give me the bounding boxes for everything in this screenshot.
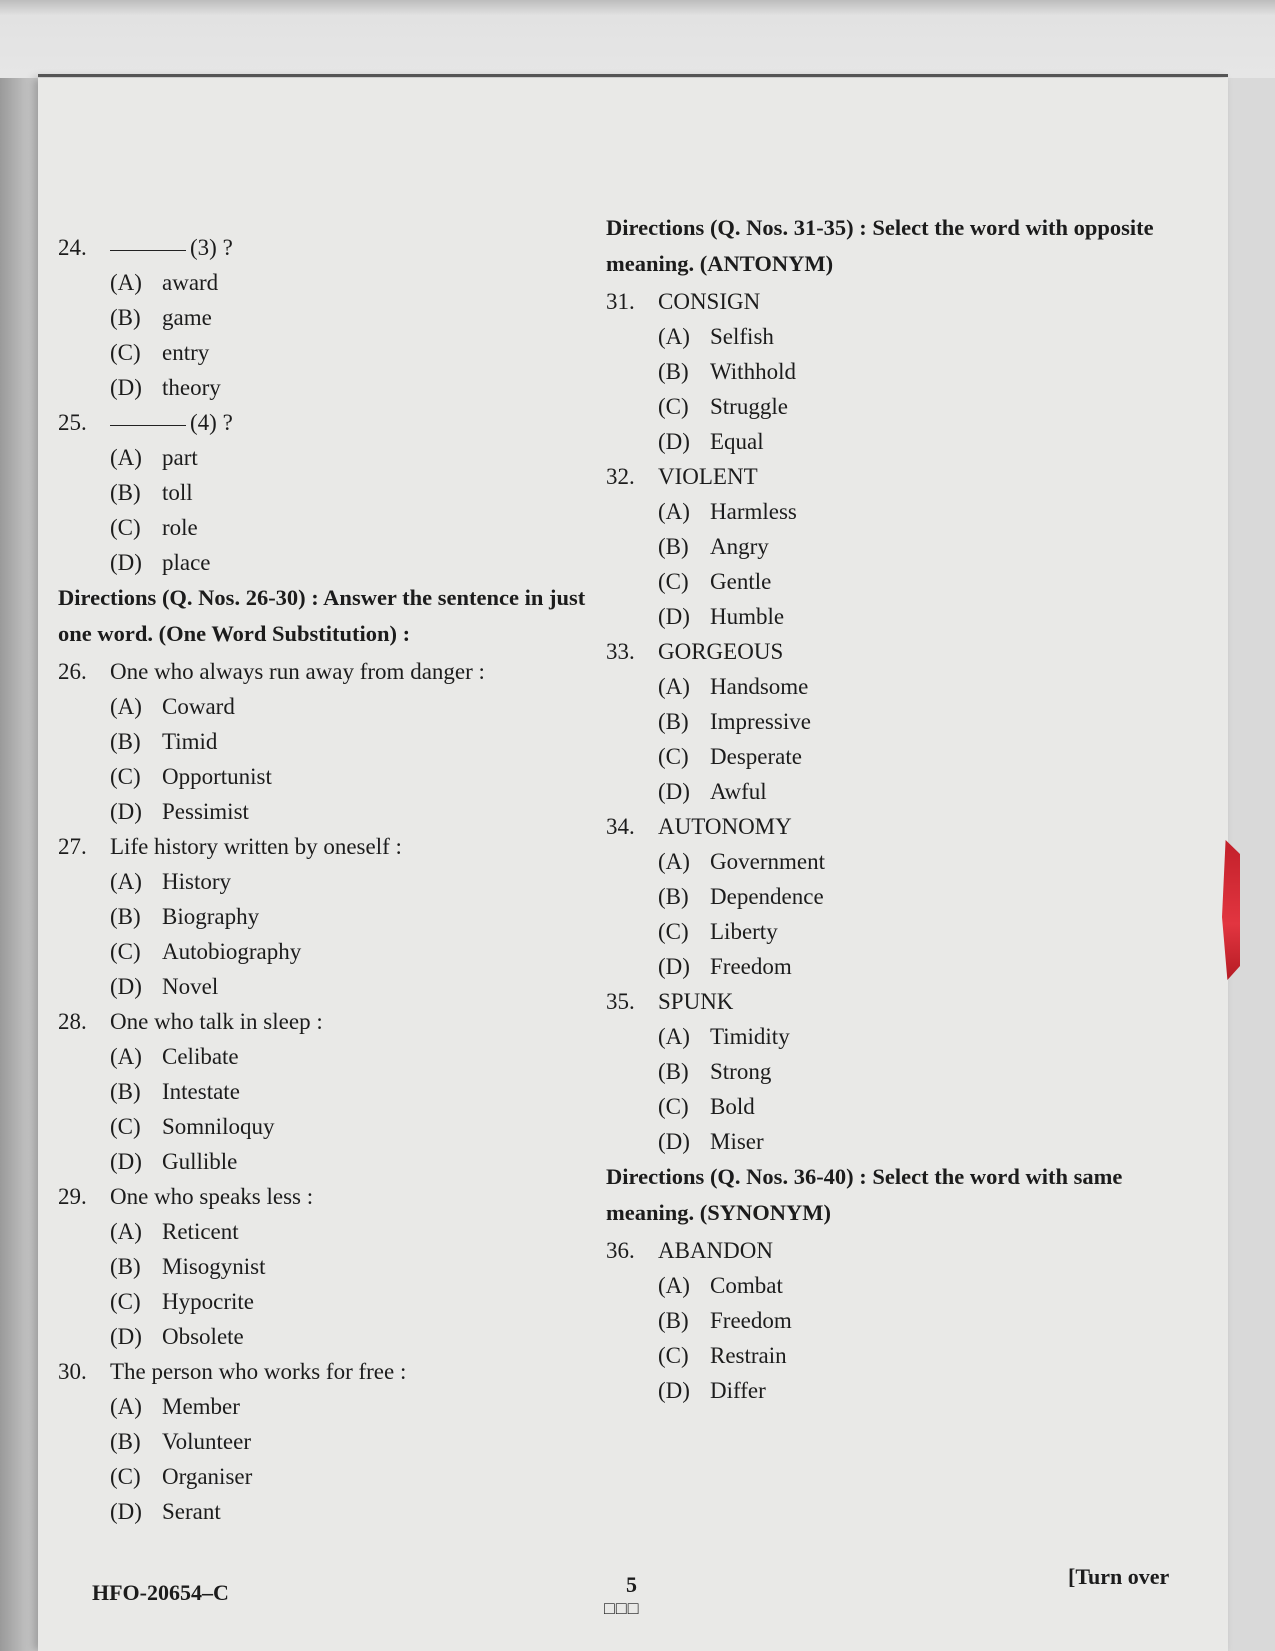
option-text: Awful <box>710 779 767 804</box>
option-text: Equal <box>710 429 764 454</box>
answer-option <box>606 1054 1186 1089</box>
option-text: Dependence <box>710 884 824 909</box>
question-text: One who speaks less : <box>110 1184 314 1209</box>
option-text: Freedom <box>710 1308 792 1333</box>
answer-option <box>58 300 598 335</box>
question <box>606 1233 1186 1268</box>
option-letter: (D) <box>658 954 690 979</box>
option-text: place <box>162 550 211 575</box>
option-text: Serant <box>162 1499 221 1524</box>
option-letter: (D) <box>110 799 142 824</box>
option-text: Liberty <box>710 919 778 944</box>
option-letter: (B) <box>110 480 141 505</box>
question <box>58 405 598 440</box>
turn-over-note: [Turn over <box>1068 1564 1170 1589</box>
option-text: award <box>162 270 219 295</box>
option-letter: (C) <box>658 919 689 944</box>
question <box>58 829 598 864</box>
answer-option <box>58 1249 598 1284</box>
answer-option <box>606 879 1186 914</box>
option-text: entry <box>162 340 210 365</box>
answer-blank <box>110 230 186 251</box>
question-number: 24. <box>58 235 87 260</box>
scan-top-margin <box>0 0 1275 78</box>
option-text: Intestate <box>162 1079 240 1104</box>
option-letter: (B) <box>658 359 689 384</box>
answer-option <box>606 354 1186 389</box>
option-text: Impressive <box>710 709 811 734</box>
answer-option <box>606 1268 1186 1303</box>
option-letter: (B) <box>110 305 141 330</box>
option-letter: (C) <box>110 340 141 365</box>
question-number: 33. <box>606 639 635 664</box>
option-text: theory <box>162 375 221 400</box>
option-text: Harmless <box>710 499 797 524</box>
option-text: Misogynist <box>162 1254 266 1279</box>
answer-option <box>58 689 598 724</box>
answer-option <box>58 370 598 405</box>
answer-option <box>606 774 1186 809</box>
option-letter: (A) <box>110 270 142 295</box>
answer-option <box>606 424 1186 459</box>
answer-option <box>606 914 1186 949</box>
option-letter: (A) <box>110 445 142 470</box>
question-number: 34. <box>606 814 635 839</box>
answer-option <box>58 1319 598 1354</box>
question-text: VIOLENT <box>658 464 758 489</box>
option-letter: (D) <box>110 375 142 400</box>
question-number: 36. <box>606 1238 635 1263</box>
answer-option <box>58 1039 598 1074</box>
option-text: Member <box>162 1394 240 1419</box>
question-number: 32. <box>606 464 635 489</box>
option-text: toll <box>162 480 193 505</box>
answer-option <box>606 1124 1186 1159</box>
question <box>58 654 598 689</box>
directions-text: Directions (Q. Nos. 36-40) : Select the word with same meaning. (SYNONYM) <box>606 1164 1123 1225</box>
answer-option <box>58 475 598 510</box>
option-letter: (A) <box>658 1273 690 1298</box>
option-text: Struggle <box>710 394 788 419</box>
question <box>58 1004 598 1039</box>
answer-option <box>58 545 598 580</box>
answer-option <box>606 319 1186 354</box>
option-text: Timid <box>162 729 218 754</box>
option-letter: (A) <box>658 499 690 524</box>
answer-option <box>58 510 598 545</box>
option-text: Obsolete <box>162 1324 244 1349</box>
question-number: 28. <box>58 1009 87 1034</box>
option-letter: (B) <box>658 709 689 734</box>
answer-option <box>606 704 1186 739</box>
option-letter: (A) <box>110 1394 142 1419</box>
option-text: Strong <box>710 1059 772 1084</box>
option-letter: (C) <box>110 764 141 789</box>
option-letter: (C) <box>110 939 141 964</box>
option-letter: (A) <box>658 674 690 699</box>
question-number: 26. <box>58 659 87 684</box>
answer-option <box>58 794 598 829</box>
answer-blank <box>110 405 186 426</box>
directions-text: Directions (Q. Nos. 26-30) : Answer the sentence in just one word. (One Word Substitution) : <box>58 585 586 646</box>
question-number: 25. <box>58 410 87 435</box>
option-text: Opportunist <box>162 764 272 789</box>
answer-option <box>606 494 1186 529</box>
option-text: part <box>162 445 198 470</box>
option-text: Somniloquy <box>162 1114 275 1139</box>
option-letter: (D) <box>658 604 690 629</box>
answer-option <box>58 1459 598 1494</box>
option-letter: (B) <box>110 904 141 929</box>
option-text: Combat <box>710 1273 783 1298</box>
option-text: Freedom <box>710 954 792 979</box>
page-mark: □□□ <box>604 1598 640 1618</box>
page-number: 5 <box>626 1572 637 1597</box>
option-text: History <box>162 869 231 894</box>
option-letter: (C) <box>110 1289 141 1314</box>
option-text: Biography <box>162 904 260 929</box>
option-text: Withhold <box>710 359 796 384</box>
left-column <box>58 230 598 1529</box>
option-text: Differ <box>710 1378 766 1403</box>
option-text: Timidity <box>710 1024 790 1049</box>
question <box>606 284 1186 319</box>
option-text: role <box>162 515 198 540</box>
option-letter: (B) <box>110 1254 141 1279</box>
option-text: Gentle <box>710 569 772 594</box>
answer-option <box>606 1019 1186 1054</box>
question-text: ABANDON <box>658 1238 773 1263</box>
option-letter: (B) <box>110 1429 141 1454</box>
option-letter: (B) <box>110 1079 141 1104</box>
answer-option <box>606 1089 1186 1124</box>
answer-option <box>606 529 1186 564</box>
option-letter: (C) <box>658 1094 689 1119</box>
option-letter: (A) <box>658 324 690 349</box>
option-text: Autobiography <box>162 939 302 964</box>
question-number: 27. <box>58 834 87 859</box>
option-text: Pessimist <box>162 799 249 824</box>
option-text: Selfish <box>710 324 774 349</box>
option-text: Celibate <box>162 1044 239 1069</box>
answer-option <box>606 1303 1186 1338</box>
option-letter: (B) <box>658 1308 689 1333</box>
option-text: Organiser <box>162 1464 253 1489</box>
option-text: Handsome <box>710 674 809 699</box>
question-text: AUTONOMY <box>658 814 792 839</box>
answer-option <box>58 1144 598 1179</box>
question-text: The person who works for free : <box>110 1359 407 1384</box>
option-text: game <box>162 305 212 330</box>
option-letter: (B) <box>110 729 141 754</box>
answer-option <box>58 1494 598 1529</box>
answer-option <box>606 1373 1186 1408</box>
option-text: Desperate <box>710 744 802 769</box>
option-letter: (D) <box>110 1499 142 1524</box>
answer-option <box>58 1074 598 1109</box>
option-letter: (D) <box>658 429 690 454</box>
question-text: SPUNK <box>658 989 734 1014</box>
answer-option <box>606 844 1186 879</box>
question <box>606 459 1186 494</box>
answer-option <box>606 949 1186 984</box>
answer-option <box>606 599 1186 634</box>
question-number: 31. <box>606 289 635 314</box>
answer-option <box>58 724 598 759</box>
answer-option <box>58 1214 598 1249</box>
option-letter: (B) <box>658 534 689 559</box>
option-letter: (C) <box>658 744 689 769</box>
answer-option <box>58 899 598 934</box>
question-number: 35. <box>606 989 635 1014</box>
question <box>58 1179 598 1214</box>
option-text: Coward <box>162 694 235 719</box>
option-letter: (D) <box>110 1149 142 1174</box>
option-letter: (D) <box>110 974 142 999</box>
question <box>58 230 598 265</box>
answer-option <box>58 1389 598 1424</box>
scan-edge-shadow <box>0 0 38 1651</box>
answer-option <box>58 969 598 1004</box>
question-text: GORGEOUS <box>658 639 784 664</box>
option-text: Restrain <box>710 1343 787 1368</box>
option-letter: (C) <box>658 569 689 594</box>
answer-option <box>606 389 1186 424</box>
option-letter: (C) <box>110 1464 141 1489</box>
option-letter: (A) <box>110 1219 142 1244</box>
option-letter: (A) <box>110 694 142 719</box>
directions-text: Directions (Q. Nos. 31-35) : Select the word with opposite meaning. (ANTONYM) <box>606 215 1154 276</box>
option-letter: (A) <box>658 1024 690 1049</box>
question-text: (3) ? <box>190 235 233 260</box>
answer-option <box>606 669 1186 704</box>
answer-option <box>58 1109 598 1144</box>
option-letter: (D) <box>110 550 142 575</box>
option-text: Volunteer <box>162 1429 252 1454</box>
option-letter: (C) <box>658 1343 689 1368</box>
option-text: Humble <box>710 604 785 629</box>
option-letter: (A) <box>110 869 142 894</box>
question-text: One who talk in sleep : <box>110 1009 323 1034</box>
question <box>606 984 1186 1019</box>
question <box>606 634 1186 669</box>
option-text: Novel <box>162 974 219 999</box>
answer-option <box>606 564 1186 599</box>
question-number: 30. <box>58 1359 87 1384</box>
option-text: Reticent <box>162 1219 239 1244</box>
question <box>606 809 1186 844</box>
answer-option <box>58 335 598 370</box>
right-column <box>606 210 1186 1408</box>
option-letter: (A) <box>110 1044 142 1069</box>
answer-option <box>58 440 598 475</box>
option-text: Gullible <box>162 1149 238 1174</box>
option-text: Miser <box>710 1129 764 1154</box>
option-text: Hypocrite <box>162 1289 254 1314</box>
option-letter: (C) <box>110 515 141 540</box>
question-text: Life history written by oneself : <box>110 834 402 859</box>
paper-code: HFO-20654–C <box>92 1580 229 1605</box>
question <box>58 1354 598 1389</box>
answer-option <box>58 759 598 794</box>
question-number: 29. <box>58 1184 87 1209</box>
page-top-rule <box>38 74 1228 77</box>
option-letter: (B) <box>658 884 689 909</box>
question-text: CONSIGN <box>658 289 761 314</box>
answer-option <box>58 1284 598 1319</box>
option-letter: (D) <box>658 1129 690 1154</box>
answer-option <box>58 1424 598 1459</box>
option-letter: (B) <box>658 1059 689 1084</box>
option-letter: (C) <box>110 1114 141 1139</box>
answer-option <box>58 864 598 899</box>
option-text: Bold <box>710 1094 755 1119</box>
option-letter: (D) <box>658 779 690 804</box>
answer-option <box>58 265 598 300</box>
question-text: One who always run away from danger : <box>110 659 485 684</box>
option-letter: (A) <box>658 849 690 874</box>
option-letter: (D) <box>110 1324 142 1349</box>
option-letter: (C) <box>658 394 689 419</box>
answer-option <box>606 1338 1186 1373</box>
option-letter: (D) <box>658 1378 690 1403</box>
answer-option <box>58 934 598 969</box>
option-text: Angry <box>710 534 769 559</box>
question-text: (4) ? <box>190 410 233 435</box>
answer-option <box>606 739 1186 774</box>
option-text: Government <box>710 849 825 874</box>
